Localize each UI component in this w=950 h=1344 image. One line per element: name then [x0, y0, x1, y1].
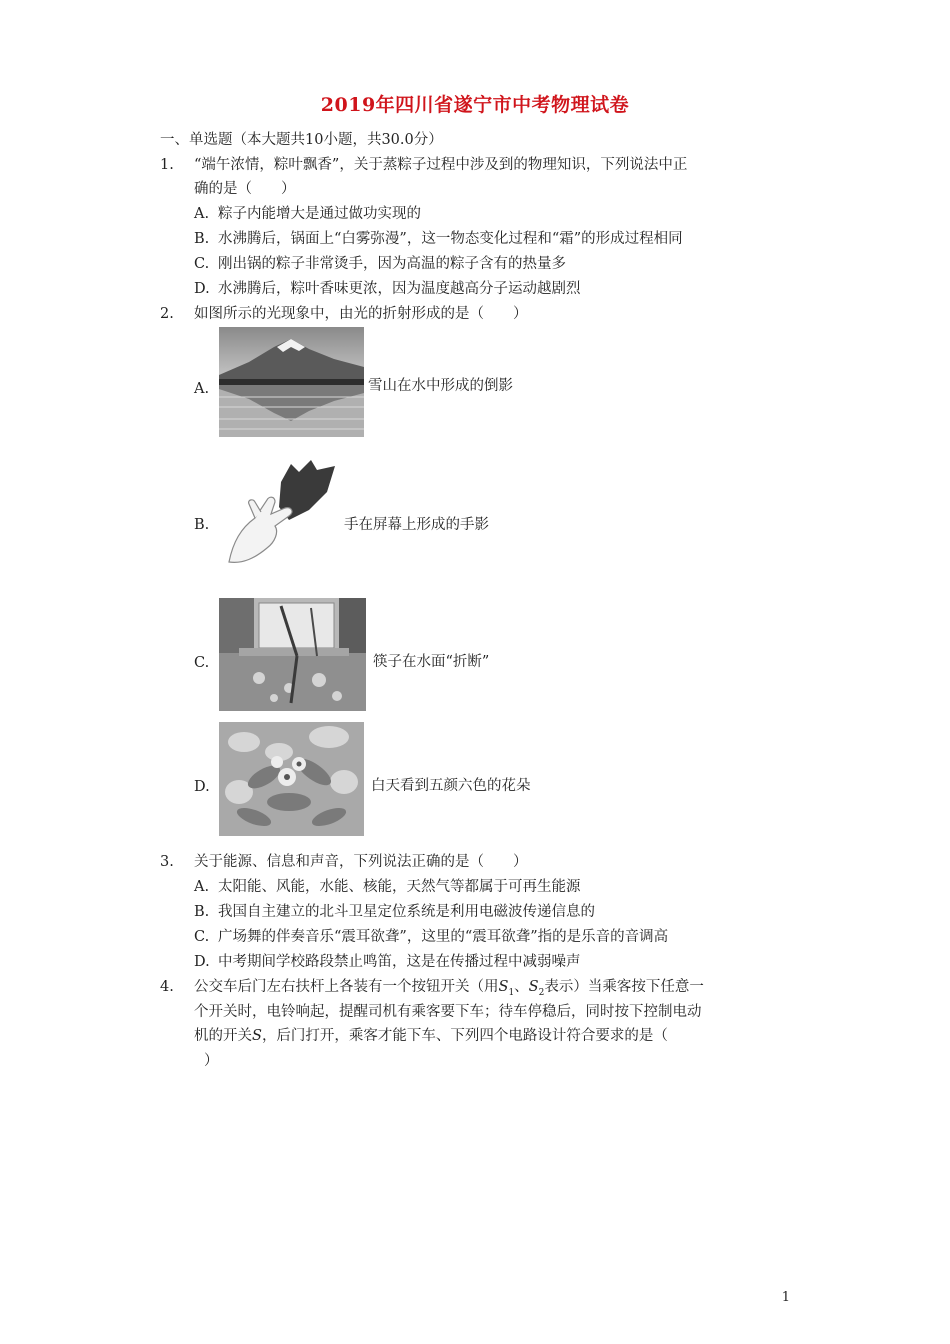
stem-text: 表示）当乘客按下任意一 — [544, 979, 704, 995]
option-letter: B. — [194, 904, 210, 920]
option-item — [194, 877, 581, 897]
stem-text: 机的开关 — [194, 1028, 252, 1044]
switch-symbol: S — [498, 979, 509, 995]
option-item — [194, 902, 595, 922]
option-text: 太阳能、风能，水能、核能，天然气等都属于可再生能源 — [218, 879, 581, 895]
switch-symbol: S — [528, 979, 539, 995]
question-number: 4. — [160, 979, 174, 995]
question-stem: 个开关时，电铃响起，提醒司机有乘客要下车；待车停稳后，同时按下控制电动 — [194, 1004, 702, 1020]
option-letter: A. — [194, 206, 210, 222]
option-item — [194, 204, 421, 224]
stem-text: 公交车后门左右扶杆上各装有一个按钮开关（用 — [194, 979, 499, 995]
page-number: 1 — [781, 1290, 790, 1305]
stem-text: 、 — [514, 979, 529, 995]
option-letter: D. — [194, 281, 210, 297]
option-letter: A. — [194, 381, 210, 397]
option-item — [194, 229, 683, 249]
option-caption: 白天看到五颜六色的花朵 — [371, 778, 531, 794]
option-letter: C. — [194, 929, 210, 945]
question-number: 3. — [160, 854, 174, 870]
question-stem: 关于能源、信息和声音，下列说法正确的是（ ） — [194, 854, 528, 870]
option-text: 刚出锅的粽子非常烫手，因为高温的粽子含有的热量多 — [218, 256, 566, 272]
option-letter: C. — [194, 655, 210, 671]
section-heading: 一、单选题（本大题共10小题，共30.0分） — [160, 132, 443, 148]
option-letter: A. — [194, 879, 210, 895]
option-text: 水沸腾后，粽叶香味更浓，因为温度越高分子运动越剧烈 — [218, 281, 581, 297]
question-number: 2. — [160, 306, 174, 322]
option-caption: 筷子在水面“折断” — [373, 654, 490, 670]
switch-subscript: 1 — [508, 987, 515, 998]
question-number: 1. — [160, 157, 174, 173]
question-stem: ） — [204, 1053, 219, 1069]
option-text: 水沸腾后，锅面上“白雾弥漫”，这一物态变化过程和“霜”的形成过程相同 — [218, 231, 683, 247]
question-stem: “端午浓情，粽叶飘香”，关于蒸粽子过程中涉及到的物理知识，下列说法中正 — [194, 157, 688, 173]
option-letter: B. — [194, 231, 210, 247]
question-stem — [194, 1026, 668, 1046]
stem-text: ，后门打开，乘客才能下车、下列四个电路设计符合要求的是（ — [261, 1028, 668, 1044]
flowers-image — [219, 722, 364, 836]
option-caption: 雪山在水中形成的倒影 — [368, 378, 513, 394]
option-letter: D. — [194, 954, 210, 970]
hand-shadow-image — [219, 452, 339, 572]
option-letter: D. — [194, 779, 210, 795]
snow-mountain-reflection-image — [219, 327, 364, 437]
page-title: 2019年四川省遂宁市中考物理试卷 — [320, 94, 630, 116]
option-item — [194, 279, 581, 299]
option-item — [194, 952, 581, 972]
option-letter: B. — [194, 517, 210, 533]
option-text: 广场舞的伴奏音乐“震耳欲聋”，这里的“震耳欲聋”指的是乐音的音调高 — [218, 929, 669, 945]
option-text: 粽子内能增大是通过做功实现的 — [218, 206, 421, 222]
option-caption: 手在屏幕上形成的手影 — [344, 517, 489, 533]
option-text: 中考期间学校路段禁止鸣笛，这是在传播过程中减弱噪声 — [218, 954, 581, 970]
option-text: 我国自主建立的北斗卫星定位系统是利用电磁波传递信息的 — [218, 904, 595, 920]
option-letter: C. — [194, 256, 210, 272]
option-item — [194, 254, 566, 274]
switch-symbol: S — [252, 1028, 262, 1044]
option-item — [194, 927, 668, 947]
switch-subscript: 2 — [538, 987, 545, 998]
question-stem: 如图所示的光现象中，由光的折射形成的是（ ） — [194, 306, 528, 322]
question-stem — [194, 977, 704, 1003]
chopsticks-in-water-image — [219, 598, 366, 711]
question-stem: 确的是（ ） — [194, 181, 296, 197]
